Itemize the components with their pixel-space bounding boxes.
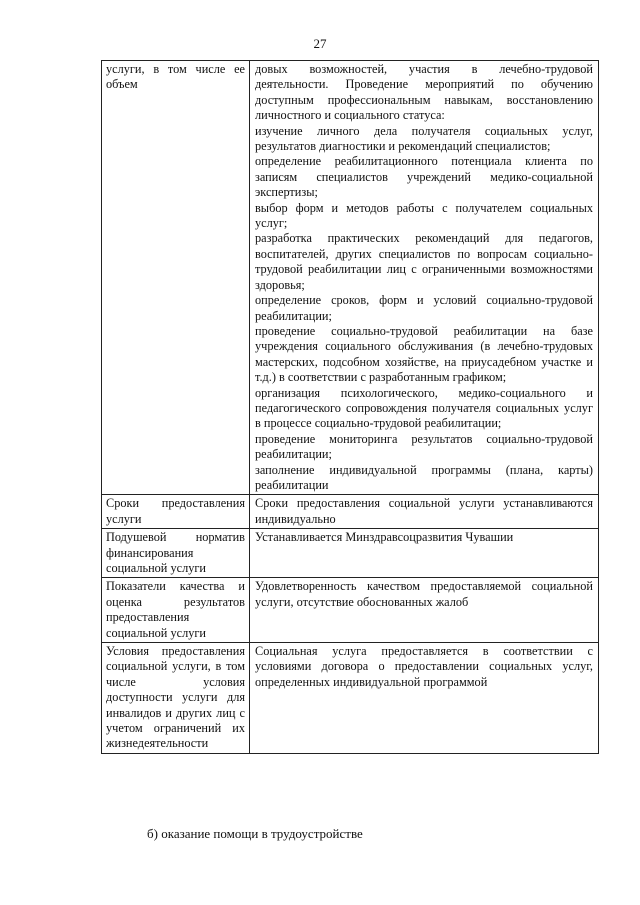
row-content — [250, 578, 599, 643]
content-line: изучение личного дела получателя социальных услуг, результатов диагностики и рекомендаций специалистов; — [255, 123, 593, 154]
row-content — [250, 529, 599, 578]
content-line: проведение мониторинга результатов социально-трудовой реабилитации; — [255, 431, 593, 462]
table-row — [102, 578, 599, 643]
row-content — [250, 495, 599, 529]
row-content — [250, 61, 599, 495]
service-table — [101, 60, 599, 754]
content-line: Социальная услуга предоставляется в соответствии с условиями договора о предоставлении социальных услуг, определенных индивидуальной программой — [255, 644, 593, 689]
content-line: выбор форм и методов работы с получателем социальных услуг; — [255, 200, 593, 231]
content-line: определение сроков, форм и условий социально-трудовой реабилитации; — [255, 293, 593, 323]
row-label: Условия предоставления социальной услуги, в том числе условия доступности услуги для инвалидов и других лиц с учетом ограничений их жизнедеятельности — [102, 643, 250, 754]
row-label: услуги, в том числе ее объем — [102, 61, 250, 495]
table-row — [102, 529, 599, 578]
table-row — [102, 643, 599, 754]
content-line: Удовлетворенность качеством предоставляемой социальной услуги, отсутствие обоснованных жалоб — [255, 579, 593, 609]
content-line: определение реабилитационного потенциала клиента по записям специалистов учреждений медико-социальной экспертизы; — [255, 154, 593, 200]
row-label: Подушевой норматив финансирования социальной услуги — [102, 529, 250, 578]
table-row — [102, 61, 599, 495]
content-line: организация психологического, медико-социального и педагогического сопровождения получателя социальных услуг в процессе социально-трудовой реабилитации; — [255, 385, 593, 431]
content-line: Устанавливается Минздравсоцразвития Чувашии — [255, 530, 514, 545]
row-label: Показатели качества и оценка результатов предоставления социальной услуги — [102, 578, 250, 643]
content-line: Сроки предоставления социальной услуги устанавливаются индивидуально — [255, 496, 593, 526]
row-label: Сроки предоставления услуги — [102, 495, 250, 529]
content-line: довых возможностей, участия в лечебно-трудовой деятельности. Проведение мероприятий по обучению доступным профессиональным навыкам, восстановлению личностного и социального статуса: — [255, 62, 593, 123]
table-row — [102, 495, 599, 529]
page-number: 27 — [313, 36, 327, 51]
content-line: заполнение индивидуальной программы (плана, карты) реабилитации — [255, 462, 593, 492]
row-content — [250, 643, 599, 754]
content-line: проведение социально-трудовой реабилитации на базе учреждения социального обслуживания (в лечебно-трудовых мастерских, подсобном хозяйстве, на приусадебном участке и т.д.) в соответствии с разработанным графиком; — [255, 323, 593, 385]
section-heading: б) оказание помощи в трудоустройстве — [147, 826, 363, 841]
content-line: разработка практических рекомендаций для педагогов, воспитателей, других специалистов по вопросам социально-трудовой реабилитации лиц с ограниченными возможностями здоровья; — [255, 231, 593, 292]
